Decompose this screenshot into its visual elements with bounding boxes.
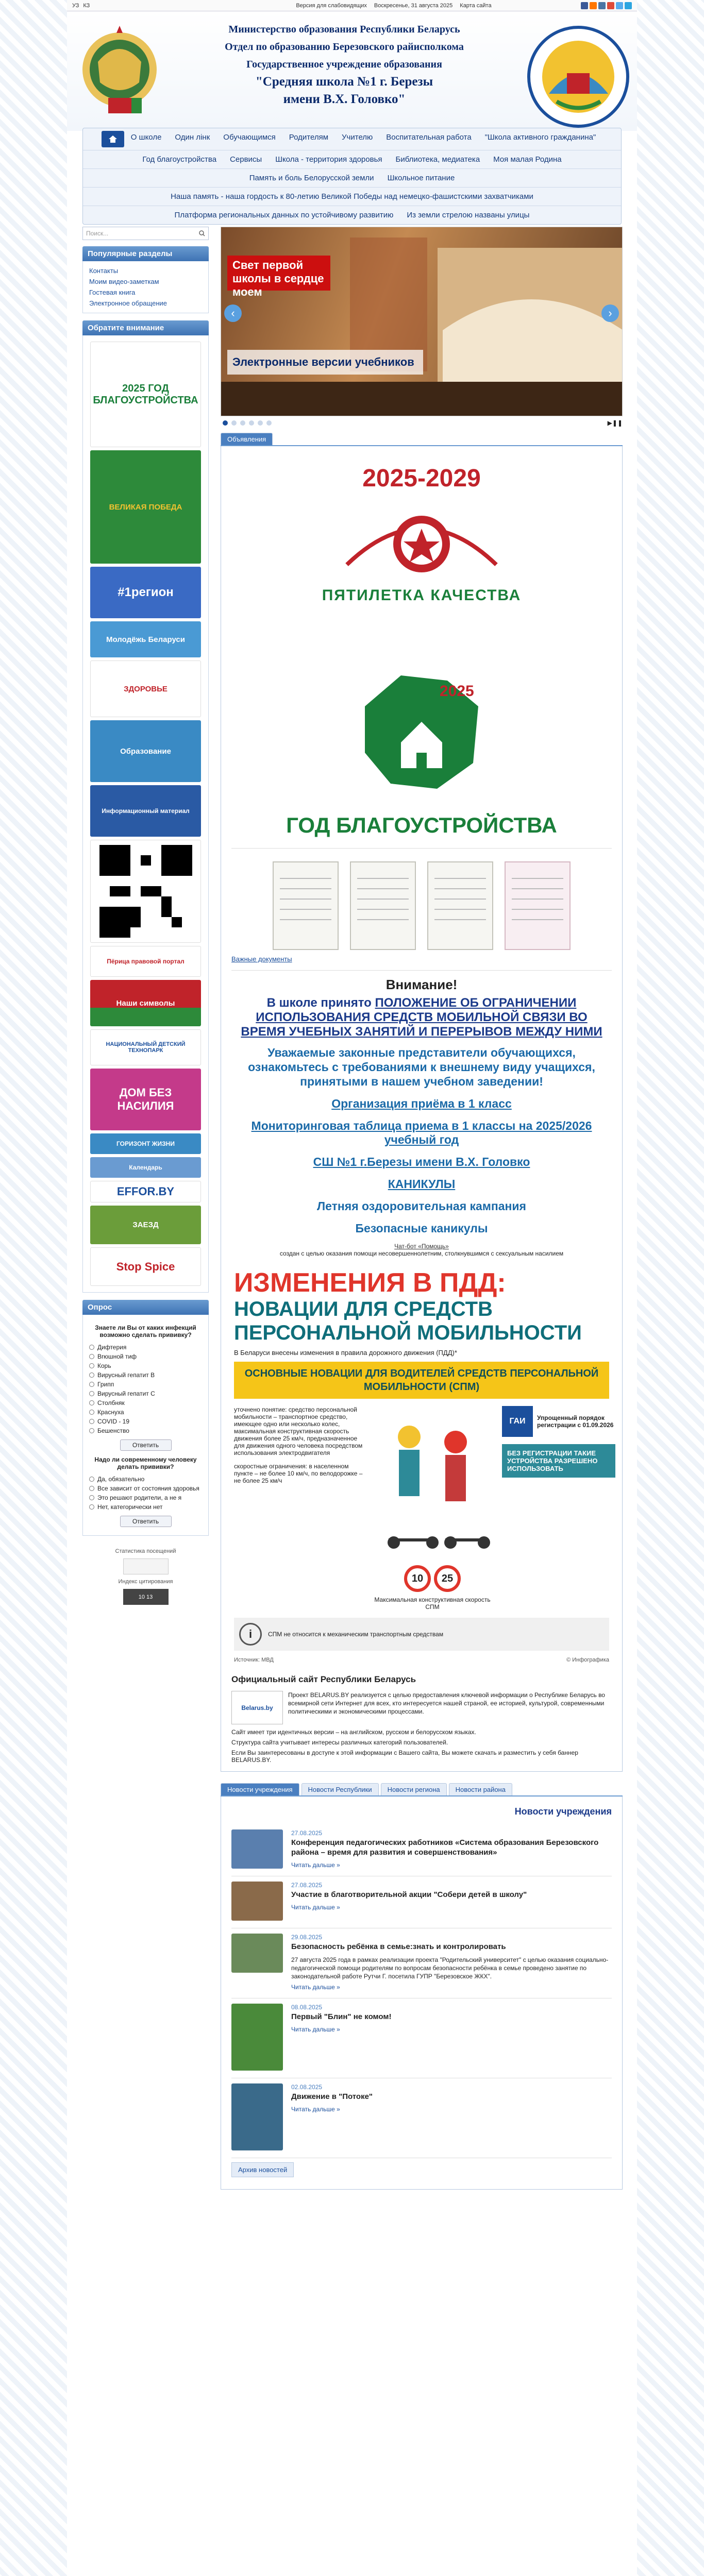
search-icon[interactable] — [199, 230, 205, 236]
news-item — [231, 1876, 612, 1928]
notice-link-admission[interactable]: Организация приёма в 1 класс — [331, 1097, 512, 1110]
pdd-source: Источник: МВД — [234, 1657, 274, 1663]
facebook-icon[interactable] — [581, 2, 588, 9]
background-pattern-right — [637, 0, 704, 2576]
nav-item-homeland[interactable]: Моя малая Родина — [493, 155, 562, 164]
poll2-option[interactable]: Это решают родители, а не я — [89, 1493, 202, 1502]
pdd-yellow-banner: ОСНОВНЫЕ НОВАЦИИ ДЛЯ ВОДИТЕЛЕЙ СРЕДСТВ ПЕРСОНАЛЬНОЙ МОБИЛЬНОСТИ (СПМ) — [234, 1362, 609, 1399]
news-archive-button[interactable]: Архив новостей — [231, 2162, 294, 2177]
nav-item-students[interactable]: Обучающимся — [223, 133, 276, 142]
official-text: Проект BELARUS.BY реализуется с целью предоставления ключевой информации о Республике Беларусь во всемирной сети Интернет для всех, кто интересуется нашей страной, ее историей, культурой, современными политическими и экономическими процессами. — [288, 1691, 605, 1715]
popular-list — [82, 261, 209, 313]
institution-line: Государственное учреждение образования — [246, 59, 442, 70]
banner-info[interactable]: Информационный материал — [90, 785, 201, 837]
news-title[interactable]: Безопасность ребёнка в семье:знать и контролировать — [291, 1942, 506, 1951]
school-logo-icon — [526, 24, 631, 130]
nav-item-year[interactable]: Год благоустройства — [142, 155, 217, 164]
slider-dot[interactable] — [231, 420, 237, 426]
popular-item[interactable]: Гостевая книга — [89, 289, 136, 296]
slider-dot[interactable] — [240, 420, 245, 426]
news-date: 27.08.2025 — [291, 1882, 323, 1889]
nav-item-parents[interactable]: Родителям — [289, 133, 329, 142]
info-icon: i — [239, 1623, 262, 1646]
speed-sign-25: 25 — [434, 1565, 461, 1592]
news-thumbnail[interactable] — [231, 1934, 283, 1973]
news-title[interactable]: Конференция педагогических работников «Система образования Березовского района – время для развития и совершенствования» — [291, 1838, 599, 1857]
official-text-3: Структура сайта учитывает интересы различных категорий пользователей. — [231, 1739, 448, 1746]
announcement-tabs — [221, 433, 623, 446]
notice-link-summer[interactable]: Летняя оздоровительная кампания — [317, 1199, 526, 1213]
nav-item-victory[interactable]: Наша память - наша гордость к 80-летию Великой Победы над немецко-фашистскими захватчиками — [171, 192, 533, 201]
news-title[interactable]: Движение в "Потоке" — [291, 2092, 373, 2101]
search-placeholder: Поиск... — [86, 230, 109, 237]
nav-row-4 — [83, 188, 621, 206]
official-site-title: Официальный сайт Республики Беларусь — [231, 1674, 416, 1684]
poll1-option[interactable]: Корь — [89, 1361, 202, 1370]
certificate-image[interactable] — [427, 861, 493, 950]
nav-item-teacher[interactable]: Учителю — [342, 133, 373, 142]
announcement-panel — [221, 446, 623, 1772]
tab-school-news[interactable]: Новости учреждения — [221, 1783, 299, 1795]
slider-next-button[interactable]: › — [601, 304, 619, 322]
notice-policy-prefix: В школе принято — [266, 996, 372, 1010]
news-panel — [221, 1797, 623, 2190]
useful-header: Обратите внимание — [82, 320, 209, 335]
stats-counter[interactable] — [123, 1558, 169, 1574]
slider-dot[interactable] — [266, 420, 272, 426]
notice-title: Внимание! — [385, 977, 458, 992]
stats-label[interactable]: Статистика посещений — [115, 1548, 176, 1554]
news-heading: Новости учреждения — [514, 1806, 612, 1817]
qr-code-icon — [99, 845, 192, 938]
tab-announcements[interactable]: Объявления — [221, 433, 273, 445]
news-read-more[interactable]: Читать дальше » — [291, 1861, 340, 1869]
nav-item-health[interactable]: Школа - территория здоровья — [275, 155, 382, 164]
official-text-4: Если Вы заинтересованы в доступе к этой информации с Вашего сайта, Вы можете скачать и разместить у себя баннер BELARUS.BY. — [231, 1749, 578, 1764]
top-bar — [67, 0, 637, 11]
poll1-option[interactable]: Вирусный гепатит C — [89, 1389, 202, 1398]
banner-region[interactable]: #1регион — [90, 567, 201, 618]
banner-victory[interactable]: ВЕЛИКАЯ ПОБЕДА — [90, 450, 201, 564]
pdd-lead: В Беларуси внесены изменения в правила дорожного движения (ПДД)* — [234, 1349, 457, 1357]
spm-note-block — [234, 1618, 609, 1651]
poll2-option[interactable]: Да, обязательно — [89, 1475, 202, 1484]
pdd-col-3 — [502, 1406, 615, 1611]
speed-signs — [368, 1565, 497, 1592]
year-banner[interactable] — [231, 655, 612, 849]
vk-icon[interactable] — [598, 2, 606, 9]
current-date: Воскресенье, 31 августа 2025 — [374, 2, 453, 9]
left-sidebar — [82, 227, 209, 1614]
notice-link-holidays[interactable]: КАНИКУЛЫ — [388, 1177, 456, 1191]
banner-health[interactable]: ЗДОРОВЬЕ — [90, 660, 201, 717]
nav-item-services[interactable]: Сервисы — [230, 155, 262, 164]
pdd-subtitle: НОВАЦИИ ДЛЯ СРЕДСТВ ПЕРСОНАЛЬНОЙ МОБИЛЬНОСТИ — [234, 1298, 582, 1344]
pdd-definition: уточнено понятие: средство персональной мобильности – транспортное средство, имеющее одно или несколько колес, максимальная конструктивная скорость движения более 25 км/ч, предназначенное для движения одного человека посредством использования электродвигателя — [234, 1406, 363, 1456]
ministry-line: Министерство образования Республики Беларусь — [228, 24, 460, 35]
nav-row-2 — [83, 150, 621, 169]
home-icon — [108, 135, 118, 143]
official-text-2: Сайт имеет три идентичных версии – на английском, русском и белорусском языках. — [231, 1728, 476, 1736]
poll1-submit-button[interactable]: Ответить — [120, 1439, 172, 1451]
nav-item-one-link[interactable]: Один лінк — [175, 133, 210, 142]
stats-box — [82, 1543, 209, 1614]
slider-caption[interactable]: Электронные версии учебников — [227, 350, 423, 375]
slider-play-icon[interactable]: ▶❚❚ — [607, 419, 623, 427]
news-date: 29.08.2025 — [291, 1934, 323, 1941]
home-button[interactable] — [102, 131, 124, 147]
slider-prev-button[interactable]: ‹ — [224, 304, 242, 322]
banner-education[interactable]: Образование — [90, 720, 201, 782]
banner-technopark[interactable]: НАЦИОНАЛЬНЫЙ ДЕТСКИЙ ТЕХНОПАРК — [90, 1029, 201, 1065]
nav-item-active-citizen[interactable]: "Школа активного гражданина" — [484, 133, 596, 142]
belarus-by-logo[interactable]: Belarus.by — [231, 1691, 283, 1724]
notice-policy-link[interactable]: ПОЛОЖЕНИЕ ОБ ОГРАНИЧЕНИИ ИСПОЛЬЗОВАНИЯ СРЕДСТВ МОБИЛЬНОЙ СВЯЗИ ВО ВРЕМЯ УЧЕБНЫХ ЗАНЯТИЙ И ПЕРЕРЫВОВ МЕЖДУ НИМИ — [241, 996, 602, 1039]
gai-block — [502, 1406, 615, 1437]
important-docs-link[interactable]: Важные документы — [231, 955, 612, 971]
notice-policy — [237, 996, 607, 1039]
nav-row-1 — [83, 128, 621, 150]
tab-district-news[interactable]: Новости района — [449, 1783, 512, 1795]
news-date: 08.08.2025 — [291, 2004, 323, 2011]
quality-banner[interactable] — [231, 464, 612, 655]
nav-item-education-work[interactable]: Воспитательная работа — [386, 133, 472, 142]
qr-code[interactable] — [90, 840, 201, 943]
poll2-option[interactable]: Все зависит от состояния здоровья — [89, 1484, 202, 1493]
banner-zaezd[interactable]: ЗАЕЗД — [90, 1206, 201, 1244]
scooter-riders-icon — [373, 1406, 492, 1561]
slider-dots — [223, 419, 623, 427]
tab-region-news[interactable]: Новости региона — [381, 1783, 447, 1795]
news-read-more[interactable]: Читать дальше » — [291, 2106, 340, 2113]
pdd-body — [234, 1399, 614, 1618]
news-tabs — [221, 1783, 623, 1797]
pdd-registration: Упрощенный порядок регистрации с 01.09.2026 — [537, 1414, 614, 1429]
poll-box — [82, 1315, 209, 1536]
pdd-info-credit: © Инфографика — [566, 1657, 609, 1663]
certificates — [231, 849, 612, 955]
background-pattern-left — [0, 0, 67, 2576]
notice-link-school[interactable]: СШ №1 г.Березы имени В.Х. Головко — [313, 1155, 530, 1168]
site-header — [67, 11, 637, 131]
telegram-icon[interactable] — [625, 2, 632, 9]
banner-effor[interactable]: EFFOR.BY — [90, 1181, 201, 1202]
year-title: ГОД БЛАГОУСТРОЙСТВА — [286, 813, 557, 837]
main-nav — [82, 128, 622, 225]
state-emblem-icon — [77, 21, 162, 118]
belarus-map-icon — [344, 660, 499, 804]
news-date: 02.08.2025 — [291, 2083, 323, 2091]
pdd-col-2 — [368, 1406, 497, 1611]
chatbot-link[interactable]: Чат-бот «Помощь» — [394, 1243, 449, 1250]
quality-badge-icon — [337, 498, 507, 580]
poll1-option[interactable]: Столбняк — [89, 1398, 202, 1408]
banner-law[interactable]: Пёрица правовой портал — [90, 946, 201, 977]
banner-home[interactable]: ДОМ БЕЗ НАСИЛИЯ — [90, 1069, 201, 1130]
nav-item-platform[interactable]: Платформа региональных данных по устойчивому развитию — [174, 211, 394, 219]
school-title — [179, 21, 509, 108]
poll1-option[interactable]: Дифтерия — [89, 1343, 202, 1352]
news-date: 27.08.2025 — [291, 1829, 323, 1837]
poll2-submit-button[interactable]: Ответить — [120, 1516, 172, 1527]
nav-item-memory[interactable]: Память и боль Белорусской земли — [249, 174, 374, 182]
official-site-block — [231, 1674, 612, 1764]
certificate-image[interactable] — [273, 861, 339, 950]
school-name-line2: имени В.Х. Головко" — [283, 92, 406, 106]
banner-symbols[interactable]: Наши символы — [90, 980, 201, 1026]
nav-row-5 — [83, 206, 621, 224]
news-item — [231, 2078, 612, 2158]
slider-dot[interactable] — [258, 420, 263, 426]
certificate-image[interactable] — [505, 861, 571, 950]
citation-label[interactable]: Индекс цитирования — [118, 1579, 173, 1585]
poll2-question: Надо ли современному человеку делать прививки? — [94, 1456, 197, 1470]
school-name-line1: "Средняя школа №1 г. Березы — [255, 75, 433, 89]
odnoklassniki-icon[interactable] — [590, 2, 597, 9]
image-slider — [221, 227, 623, 416]
nav-item-about[interactable]: О школе — [130, 133, 162, 142]
poll1-question: Знаете ли Вы от каких инфекций возможно сделать прививку? — [95, 1324, 196, 1338]
banner-calendar[interactable]: Календарь — [90, 1157, 201, 1178]
social-icons — [581, 2, 632, 9]
hits-counter[interactable]: 10 13 — [123, 1589, 169, 1605]
topbar-link-kz[interactable]: КЗ — [83, 2, 90, 9]
department-line: Отдел по образованию Березовского райисполкома — [225, 41, 464, 53]
certificate-image[interactable] — [350, 861, 416, 950]
news-thumbnail[interactable] — [231, 2083, 283, 2150]
news-title[interactable]: Участие в благотворительной акции "Собери детей в школу" — [291, 1890, 527, 1899]
popular-item[interactable]: Электронное обращение — [89, 299, 167, 307]
official-site-row — [231, 1691, 612, 1724]
popular-item[interactable]: Моим видео-заметкам — [89, 278, 159, 285]
pdd-col-1 — [234, 1406, 363, 1611]
gai-icon: ГАИ — [502, 1406, 533, 1437]
pdd-title: ИЗМЕНЕНИЯ В ПДД: — [234, 1268, 506, 1298]
speed-sign-10: 10 — [404, 1565, 431, 1592]
main-content — [221, 227, 623, 2201]
tab-republic-news[interactable]: Новости Республики — [301, 1783, 379, 1795]
nav-item-food[interactable]: Школьное питание — [387, 174, 455, 182]
twitter-icon[interactable] — [616, 2, 623, 9]
notice-link-safe[interactable]: Безопасные каникулы — [355, 1222, 488, 1235]
search-input[interactable] — [82, 227, 209, 240]
poll1-option[interactable]: Краснуха — [89, 1408, 202, 1417]
pdd-footer — [234, 1657, 609, 1663]
poll1-option[interactable]: COVID - 19 — [89, 1417, 202, 1426]
quality-years: 2025-2029 — [362, 465, 481, 492]
topbar-link-uz[interactable]: УЗ — [72, 2, 79, 9]
poll1-option[interactable]: Brюшной тиф — [89, 1352, 202, 1361]
slider-dot[interactable] — [249, 420, 254, 426]
news-excerpt: 27 августа 2025 года в рамках реализации проекта "Родительский университет" с целью оказания социально-педагогической помощи родителям по вопросам безопасности ребёнка в семье проведено занятие по законодательной работе Рутчи Г. посетила ГУПР "Березовское ЖКХ". — [291, 1956, 609, 1980]
news-item — [231, 1998, 612, 2078]
popular-item[interactable]: Контакты — [89, 267, 119, 275]
banners-list — [82, 335, 209, 1293]
notice-dress-code[interactable]: Уважаемые законные представители обучающихся, ознакомьтесь с требованиями к внешнему виду учащихся, принятыми в нашем учебном заведении! — [248, 1046, 595, 1088]
pdd-no-registration: БЕЗ РЕГИСТРАЦИИ ТАКИЕ УСТРОЙСТВА РАЗРЕШЕНО ИСПОЛЬЗОВАТЬ — [502, 1444, 615, 1478]
year-number: 2025 — [440, 683, 474, 700]
page — [67, 0, 637, 2576]
banner-youth[interactable]: Молодёжь Беларуси — [90, 621, 201, 657]
news-read-more[interactable]: Читать дальше » — [291, 1984, 340, 1991]
banner-stop-spice[interactable]: Stop Spice — [90, 1247, 201, 1286]
news-thumbnail[interactable] — [231, 1829, 283, 1869]
news-read-more[interactable]: Читать дальше » — [291, 2026, 340, 2033]
poll2-option[interactable]: Нет, категорически нет — [89, 1502, 202, 1512]
notice-block — [231, 971, 612, 1263]
quality-subtitle: ПЯТИЛЕТКА КАЧЕСТВА — [322, 587, 522, 604]
pdd-max-speed: Максимальная конструктивная скорость СПМ — [374, 1596, 491, 1611]
news-thumbnail[interactable] — [231, 2004, 283, 2071]
news-item — [231, 1824, 612, 1876]
news-item — [231, 1928, 612, 1998]
poll1-option[interactable]: Грипп — [89, 1380, 202, 1389]
news-read-more[interactable]: Читать дальше » — [291, 1904, 340, 1911]
notice-link-monitoring[interactable]: Мониторинговая таблица приема в 1 классы на 2025/2026 учебный год — [251, 1119, 592, 1146]
poll1-option[interactable]: Бешенство — [89, 1426, 202, 1435]
google-icon[interactable] — [607, 2, 614, 9]
nav-item-library[interactable]: Библиотека, медиатека — [395, 155, 480, 164]
banner-year-2025[interactable]: 2025 ГОД БЛАГОУСТРОЙСТВА — [90, 342, 201, 447]
banner-horizon[interactable]: ГОРИЗОНТ ЖИЗНИ — [90, 1133, 201, 1154]
slider-badge: Свет первой школы в сердце моем — [227, 256, 330, 291]
pdd-speed-limits: скоростные ограничения: в населенном пункте – не более 10 км/ч, по велодорожке – не более 25 км/ч — [234, 1463, 363, 1484]
news-title[interactable]: Первый "Блин" не комом! — [291, 2012, 392, 2021]
chatbot-description: создан с целью оказания помощи несовершеннолетним, столкнувшимся с сексуальным насилием — [279, 1250, 564, 1257]
news-thumbnail[interactable] — [231, 1882, 283, 1921]
nav-item-streets[interactable]: Из земли стрелою названы улицы — [407, 211, 530, 219]
popular-header: Популярные разделы — [82, 246, 209, 261]
sitemap-link[interactable]: Карта сайта — [460, 2, 492, 9]
accessibility-link[interactable]: Версия для слабовидящих — [296, 2, 367, 9]
spm-note: СПМ не относится к механическим транспортным средствам — [268, 1631, 444, 1638]
nav-row-3 — [83, 169, 621, 188]
poll1-option[interactable]: Вирусный гепатит B — [89, 1370, 202, 1380]
poll-header: Опрос — [82, 1300, 209, 1315]
slider-dot[interactable] — [223, 420, 228, 426]
pdd-infographic — [231, 1263, 612, 1668]
